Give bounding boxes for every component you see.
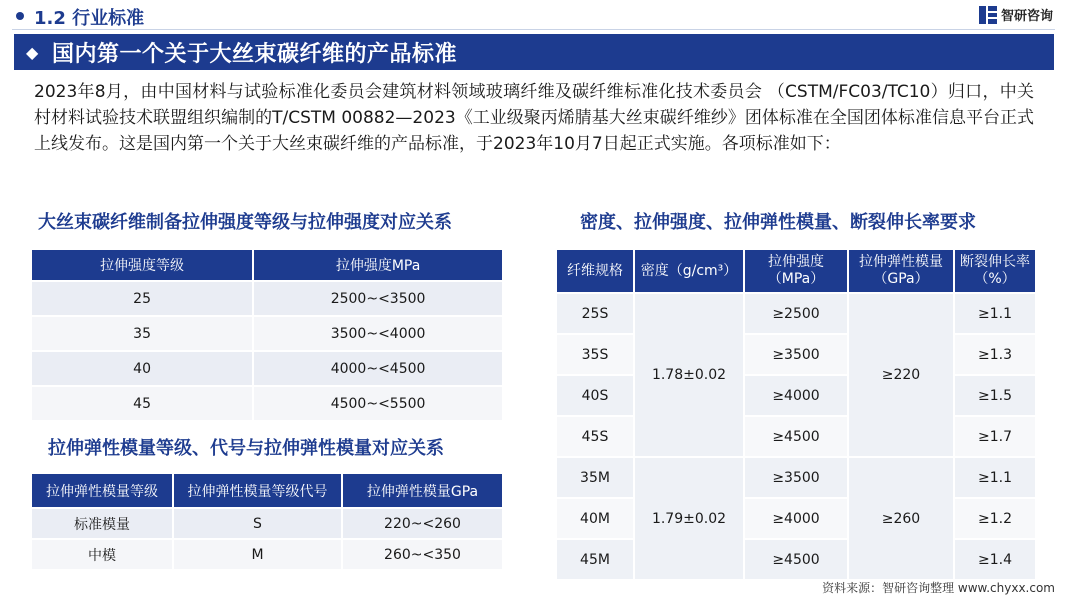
- strength-cell: ≥3500: [744, 457, 848, 498]
- table-header: 拉伸强度MPa: [253, 249, 503, 281]
- spec-cell: 40S: [556, 375, 634, 416]
- section-bullet: [16, 12, 24, 20]
- density-cell: 1.79±0.02: [634, 457, 744, 580]
- elongation-cell: ≥1.5: [954, 375, 1036, 416]
- modulus-grade-table: [30, 472, 504, 571]
- property-requirements-table: [555, 248, 1037, 581]
- strength-cell: ≥4000: [744, 498, 848, 539]
- table-cell: S: [173, 508, 342, 539]
- table-row: [556, 375, 1036, 416]
- section-label: 1.2 行业标准: [34, 8, 145, 29]
- density-cell: 1.78±0.02: [634, 293, 744, 457]
- table-row: [31, 281, 503, 316]
- table-row: [556, 498, 1036, 539]
- spec-cell: 35S: [556, 334, 634, 375]
- table-row: [556, 416, 1036, 457]
- table-header: 纤维规格: [556, 249, 634, 293]
- elongation-cell: ≥1.1: [954, 457, 1036, 498]
- elongation-cell: ≥1.1: [954, 293, 1036, 334]
- spec-cell: 45S: [556, 416, 634, 457]
- strength-cell: ≥4000: [744, 375, 848, 416]
- header-divider: [12, 29, 1055, 30]
- table-header: 拉伸弹性模量（GPa）: [848, 249, 954, 293]
- table-header: 拉伸弹性模量等级: [31, 473, 173, 508]
- table-cell: M: [173, 539, 342, 570]
- spec-cell: 40M: [556, 498, 634, 539]
- table-header: 拉伸弹性模量GPa: [342, 473, 503, 508]
- elongation-cell: ≥1.3: [954, 334, 1036, 375]
- table-cell: 260~<350: [342, 539, 503, 570]
- table-row: [556, 539, 1036, 580]
- table-row: [31, 508, 503, 539]
- table-cell: 3500~<4000: [253, 316, 503, 351]
- table-row: [556, 457, 1036, 498]
- table-row: [556, 334, 1036, 375]
- intro-paragraph: 2023年8月，由中国材料与试验标准化委员会建筑材料领域玻璃纤维及碳纤维标准化技术委员会 （CSTM/FC03/TC10）归口，中关村材料试验技术联盟组织编制的T/CSTM 00882—2023《工业级聚丙烯腈基大丝束碳纤维纱》团体标准在全国团体标准信息平台正式上线发布。这是国内第一个关于大丝束碳纤维的产品标准，于2023年10月7日起正式实施。各项标准如下：: [34, 82, 1034, 154]
- table-row: [31, 351, 503, 386]
- strength-cell: ≥4500: [744, 416, 848, 457]
- table-row: [31, 539, 503, 570]
- table-cell: 35: [31, 316, 253, 351]
- table-cell: 40: [31, 351, 253, 386]
- table-row: [556, 293, 1036, 334]
- strength-cell: ≥4500: [744, 539, 848, 580]
- modulus-cell: ≥220: [848, 293, 954, 457]
- table-cell: 标准模量: [31, 508, 173, 539]
- table-cell: 中模: [31, 539, 173, 570]
- table-header: 拉伸弹性模量等级代号: [173, 473, 342, 508]
- table-header: 断裂伸长率（%）: [954, 249, 1036, 293]
- strength-cell: ≥2500: [744, 293, 848, 334]
- brand-name: 智研咨询: [1000, 9, 1053, 24]
- tensile-strength-grade-table: [30, 248, 504, 422]
- table-cell: 4500~<5500: [253, 386, 503, 421]
- table-row: [31, 386, 503, 421]
- page-title: 国内第一个关于大丝束碳纤维的产品标准: [52, 41, 458, 67]
- table-header: 拉伸强度（MPa）: [744, 249, 848, 293]
- table-header: 拉伸强度等级: [31, 249, 253, 281]
- table3-title: 密度、拉伸强度、拉伸弹性模量、断裂伸长率要求: [580, 212, 976, 233]
- spec-cell: 25S: [556, 293, 634, 334]
- elongation-cell: ≥1.4: [954, 539, 1036, 580]
- table-header: 密度（g/cm³）: [634, 249, 744, 293]
- table-cell: 45: [31, 386, 253, 421]
- table2-title: 拉伸弹性模量等级、代号与拉伸弹性模量对应关系: [48, 438, 444, 459]
- spec-cell: 45M: [556, 539, 634, 580]
- elongation-cell: ≥1.2: [954, 498, 1036, 539]
- table-cell: 220~<260: [342, 508, 503, 539]
- strength-cell: ≥3500: [744, 334, 848, 375]
- table-cell: 25: [31, 281, 253, 316]
- brand-logo-icon: [979, 6, 997, 24]
- diamond-icon: ◆: [26, 42, 39, 62]
- table-cell: 2500~<3500: [253, 281, 503, 316]
- brand: [979, 5, 1053, 24]
- elongation-cell: ≥1.7: [954, 416, 1036, 457]
- source-note: 资料来源：智研咨询整理 www.chyxx.com: [822, 581, 1055, 595]
- spec-cell: 35M: [556, 457, 634, 498]
- table-row: [31, 316, 503, 351]
- title-bar: [14, 34, 1054, 70]
- table-cell: 4000~<4500: [253, 351, 503, 386]
- table1-title: 大丝束碳纤维制备拉伸强度等级与拉伸强度对应关系: [38, 212, 452, 233]
- modulus-cell: ≥260: [848, 457, 954, 580]
